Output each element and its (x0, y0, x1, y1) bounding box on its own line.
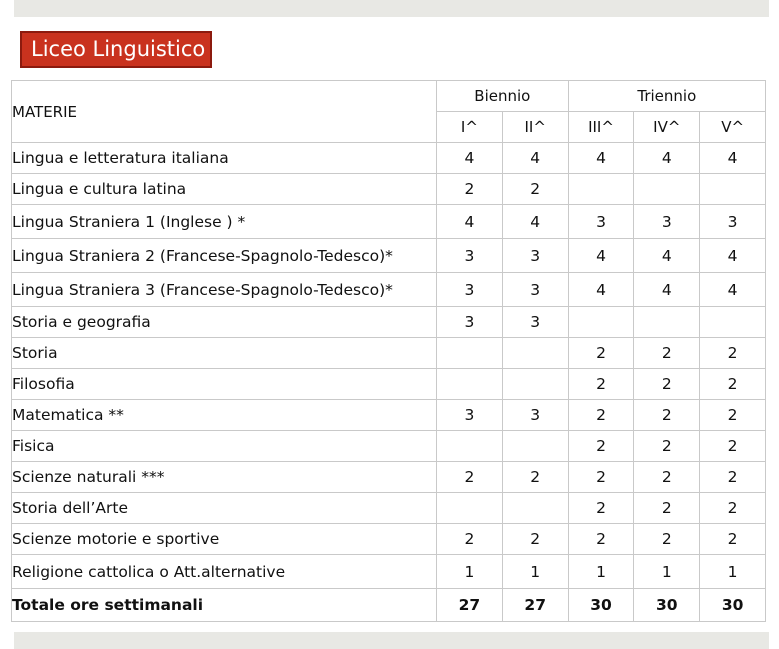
page-title: Liceo Linguistico (20, 31, 212, 68)
hours-cell: 2 (634, 462, 700, 493)
hours-cell (502, 493, 568, 524)
hours-cell: 4 (700, 273, 766, 307)
hours-cell (437, 493, 503, 524)
hours-cell (502, 431, 568, 462)
table-row (12, 369, 766, 400)
hours-cell (700, 307, 766, 338)
hours-cell: 3 (502, 307, 568, 338)
hours-cell: 2 (568, 369, 634, 400)
hours-cell: 2 (700, 431, 766, 462)
subject-cell: Storia dell’Arte (12, 493, 437, 524)
hours-cell: 2 (437, 524, 503, 555)
subject-cell: Lingua e cultura latina (12, 174, 437, 205)
subject-cell: Scienze naturali *** (12, 462, 437, 493)
hours-cell (437, 369, 503, 400)
table-row (12, 338, 766, 369)
hours-cell: 3 (437, 239, 503, 273)
hours-cell: 2 (634, 338, 700, 369)
hours-cell: 2 (700, 493, 766, 524)
subject-cell: Lingua e letteratura italiana (12, 143, 437, 174)
hours-cell: 4 (634, 239, 700, 273)
subject-cell: Storia e geografia (12, 307, 437, 338)
year-header-5: V^ (700, 112, 766, 143)
table-row (12, 555, 766, 589)
subject-cell: Storia (12, 338, 437, 369)
hours-cell: 1 (634, 555, 700, 589)
table-row (12, 239, 766, 273)
hours-cell: 1 (437, 555, 503, 589)
hours-cell: 4 (437, 205, 503, 239)
total-row (12, 589, 766, 622)
hours-cell: 4 (437, 143, 503, 174)
hours-cell (700, 174, 766, 205)
subjects-header: MATERIE (12, 81, 437, 143)
hours-cell: 2 (634, 431, 700, 462)
hours-cell: 3 (502, 400, 568, 431)
subject-cell: Lingua Straniera 2 (Francese-Spagnolo-Tedesco)* (12, 239, 437, 273)
hours-cell: 2 (568, 493, 634, 524)
year-header-2: II^ (502, 112, 568, 143)
hours-cell: 2 (568, 400, 634, 431)
table-row (12, 174, 766, 205)
hours-cell: 2 (437, 462, 503, 493)
total-cell: 30 (700, 589, 766, 622)
hours-cell: 1 (700, 555, 766, 589)
hours-cell: 2 (700, 462, 766, 493)
subject-cell: Filosofia (12, 369, 437, 400)
hours-cell (568, 307, 634, 338)
hours-cell (634, 307, 700, 338)
table-row (12, 493, 766, 524)
hours-cell: 3 (502, 273, 568, 307)
hours-cell: 2 (634, 369, 700, 400)
table-row (12, 205, 766, 239)
hours-cell: 2 (437, 174, 503, 205)
hours-cell: 1 (502, 555, 568, 589)
subject-cell: Scienze motorie e sportive (12, 524, 437, 555)
hours-cell: 2 (568, 431, 634, 462)
total-label: Totale ore settimanali (12, 589, 437, 622)
year-header-3: III^ (568, 112, 634, 143)
subject-cell: Fisica (12, 431, 437, 462)
hours-cell (568, 174, 634, 205)
top-band (14, 0, 769, 17)
hours-cell: 4 (502, 143, 568, 174)
hours-cell: 3 (502, 239, 568, 273)
hours-cell: 2 (700, 400, 766, 431)
group-header-biennio: Biennio (437, 81, 569, 112)
hours-cell: 2 (502, 524, 568, 555)
hours-cell: 3 (568, 205, 634, 239)
hours-cell (437, 431, 503, 462)
hours-cell (634, 174, 700, 205)
hours-cell: 2 (568, 338, 634, 369)
hours-cell: 2 (568, 524, 634, 555)
subject-cell: Matematica ** (12, 400, 437, 431)
hours-cell: 2 (700, 524, 766, 555)
group-header-triennio: Triennio (568, 81, 765, 112)
subject-cell: Lingua Straniera 3 (Francese-Spagnolo-Tedesco)* (12, 273, 437, 307)
hours-cell: 4 (634, 273, 700, 307)
table-row (12, 431, 766, 462)
hours-cell: 4 (700, 239, 766, 273)
hours-cell: 2 (568, 462, 634, 493)
hours-cell: 3 (437, 400, 503, 431)
table-row (12, 307, 766, 338)
hours-cell: 4 (700, 143, 766, 174)
table-row (12, 143, 766, 174)
hours-cell: 2 (502, 462, 568, 493)
total-cell: 27 (437, 589, 503, 622)
table-row (12, 462, 766, 493)
bottom-band (14, 632, 769, 649)
hours-cell: 3 (437, 307, 503, 338)
total-cell: 30 (634, 589, 700, 622)
hours-cell: 4 (502, 205, 568, 239)
hours-cell: 2 (634, 493, 700, 524)
hours-cell: 1 (568, 555, 634, 589)
hours-cell: 2 (634, 524, 700, 555)
table-row (12, 524, 766, 555)
total-cell: 27 (502, 589, 568, 622)
schedule-table (11, 80, 766, 622)
hours-cell: 4 (634, 143, 700, 174)
total-cell: 30 (568, 589, 634, 622)
hours-cell: 2 (634, 400, 700, 431)
subject-cell: Religione cattolica o Att.alternative (12, 555, 437, 589)
table-body (12, 143, 766, 589)
hours-cell: 3 (437, 273, 503, 307)
hours-cell: 3 (700, 205, 766, 239)
hours-cell: 2 (700, 369, 766, 400)
hours-cell: 3 (634, 205, 700, 239)
table-row (12, 273, 766, 307)
hours-cell: 4 (568, 239, 634, 273)
table-row (12, 400, 766, 431)
hours-cell: 2 (700, 338, 766, 369)
year-header-1: I^ (437, 112, 503, 143)
hours-cell: 2 (502, 174, 568, 205)
hours-cell: 4 (568, 273, 634, 307)
hours-cell (502, 338, 568, 369)
hours-cell (437, 338, 503, 369)
hours-cell (502, 369, 568, 400)
year-header-4: IV^ (634, 112, 700, 143)
subject-cell: Lingua Straniera 1 (Inglese ) * (12, 205, 437, 239)
hours-cell: 4 (568, 143, 634, 174)
